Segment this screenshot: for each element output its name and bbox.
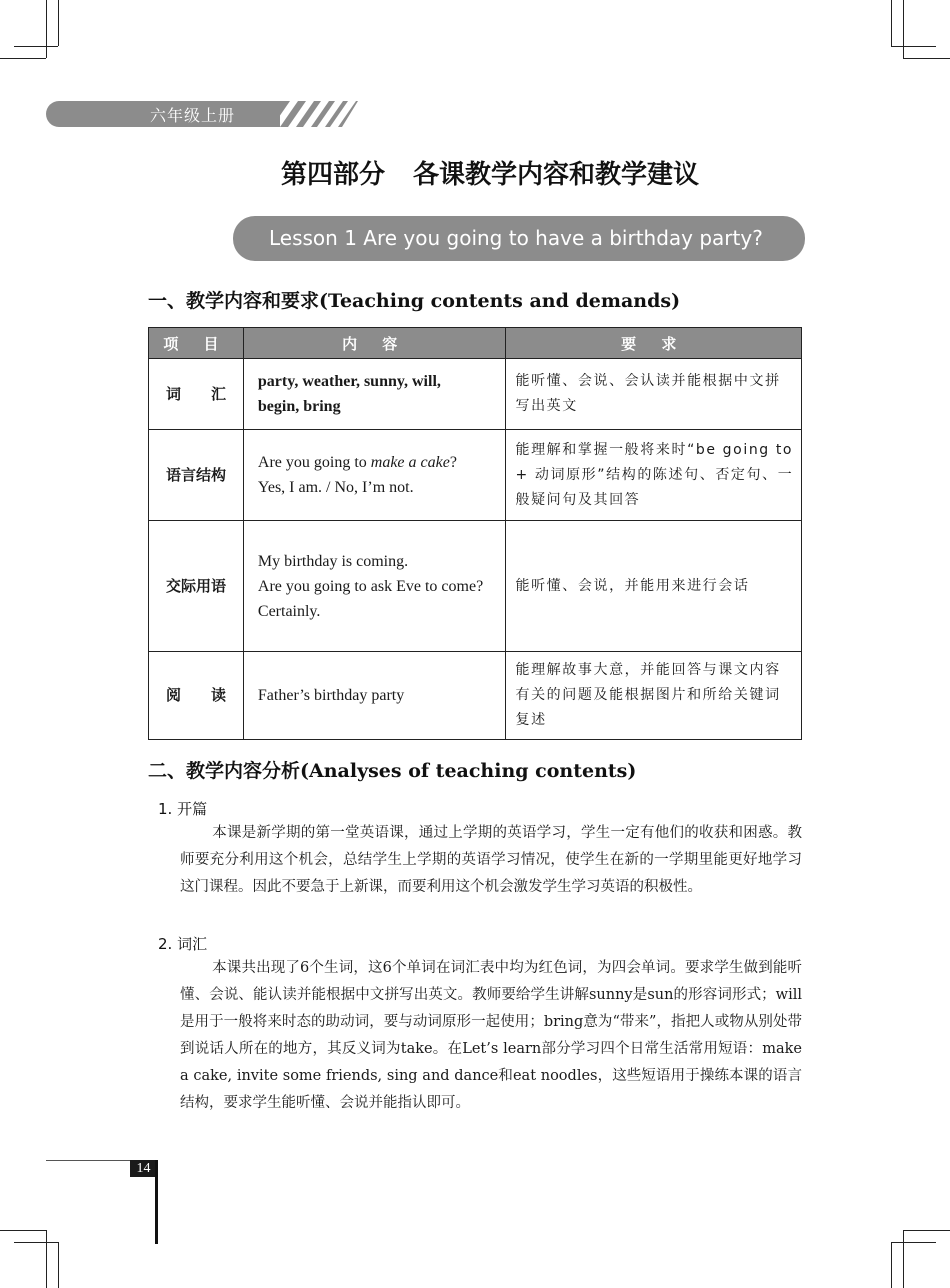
grade-label: 六年级上册 [150,106,236,125]
crop-mark-bottom-left-v2 [46,1230,47,1288]
crop-mark-top-right-h [891,46,936,47]
part-title-text: 各课教学内容和教学建议 [413,160,700,190]
column-header-demand: 要 求 [506,328,802,359]
page-number: 14 [130,1160,157,1177]
crop-mark-bottom-left-h [14,1242,58,1243]
table-row [149,652,802,740]
part-number: 第四部分 [280,160,385,190]
page-title [0,154,950,191]
section-1-title: 一、教学内容和要求(Teaching contents and demands) [148,290,681,312]
row-content [243,359,506,430]
section-2-title: 二、教学内容分析(Analyses of teaching contents) [148,760,637,782]
table-row [149,521,802,652]
column-header-item: 项 目 [149,328,244,359]
paragraph-text: 本课是新学期的第一堂英语课，通过上学期的英语学习，学生一定有他们的收获和困惑。教师要充分利用这个机会，总结学生上学期的英语学习情况，使学生在新的一学期里能更好地学习这门课程。因此不要急于上新课，而要利用这个机会激发学生学习英语的积极性。 [180,825,802,895]
content-line: Certainly. [257,602,321,620]
crop-mark-bottom-right-v2 [903,1230,904,1288]
content-line: party, weather, sunny, will, [257,373,441,390]
row-demand: 能理解故事大意，并能回答与课文内容有关的问题及能根据图片和所给关键词复述 [506,652,802,740]
row-demand: 能听懂、会说、会认读并能根据中文拼写出英文 [506,359,802,430]
table-row [149,359,802,430]
crop-mark-top-right-h2 [903,58,950,59]
italic-phrase: make a cake [370,454,450,471]
crop-mark-top-left-h [14,46,58,47]
crop-mark-top-left-v2 [46,0,47,58]
content-line: Are you going to ask Eve to come? [257,577,484,595]
crop-mark-bottom-right-v [891,1242,892,1288]
table-row [149,430,802,521]
row-item-structure: 语言结构 [149,430,244,521]
lesson-title: Lesson 1 Are you going to have a birthday party? [233,216,805,261]
subsection-heading-opening: 1. 开篇 [158,800,208,818]
requirements-table [148,327,802,740]
row-item-communication: 交际用语 [149,521,244,652]
crop-mark-bottom-left-h2 [0,1230,46,1231]
crop-mark-top-right-v2 [903,0,904,58]
content-line: My birthday is coming. [257,552,409,570]
row-content [243,652,506,740]
crop-mark-bottom-right-h2 [903,1230,950,1231]
row-item-reading: 阅 读 [149,652,244,740]
subsection-heading-vocabulary: 2. 词汇 [158,935,208,953]
content-line: Are you going to make a cake? [257,454,457,471]
row-demand: 能理解和掌握一般将来时“be going to + 动词原形”结构的陈述句、否定句、一般疑问句及其回答 [506,430,802,521]
content-line: begin, bring [257,398,341,415]
row-content [243,521,506,652]
crop-mark-top-right-v [891,0,892,46]
header-stripes [262,101,358,127]
crop-mark-bottom-right-h [891,1242,936,1243]
paragraph-vocabulary [180,955,802,1117]
crop-mark-top-left-v [58,0,59,46]
row-item-vocabulary: 词 汇 [149,359,244,430]
footer-vertical-bar [155,1160,158,1244]
content-line: Yes, I am. / No, I’m not. [257,479,414,496]
paragraph-text: 本课共出现了6个生词，这6个单词在词汇表中均为红色词，为四会单词。要求学生做到能听懂、会说、能认读并能根据中文拼写出英文。教师要给学生讲解sunny是sun的形容词形式；will是用于一般将来时态的助动词，要与动词原形一起使用；bring意为“带来”，指把人或物从别处带到说话人所在的地方，其反义词为take。在Let’s learn部分学习四个日常生活常用短语：make a cake, invite some friends, sing and dance和eat noodles，这些短语用于操练本课的语言结构，要求学生能听懂、会说并能指认即可。 [180,960,802,1111]
row-content [243,430,506,521]
crop-mark-top-left-h2 [0,58,46,59]
row-demand: 能听懂、会说，并能用来进行会话 [506,521,802,652]
content-line: Father’s birthday party [257,687,405,704]
crop-mark-bottom-left-v [58,1242,59,1288]
paragraph-opening [180,820,802,901]
table-header-row [149,328,802,359]
footer-rule [46,1160,130,1161]
column-header-content: 内 容 [243,328,506,359]
